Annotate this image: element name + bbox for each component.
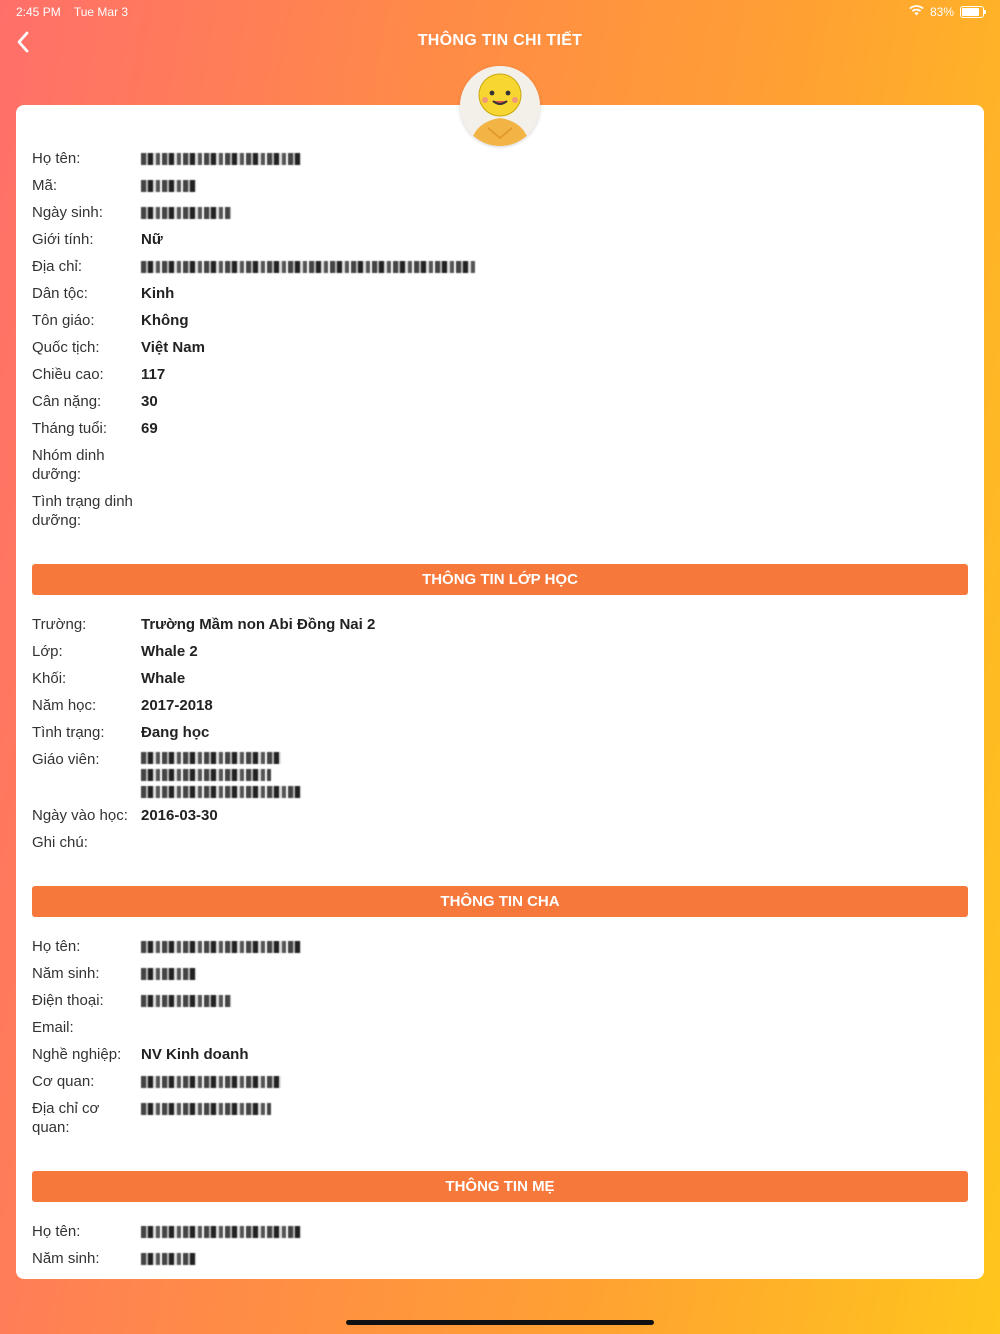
- info-row: [32, 991, 968, 1010]
- status-date: Tue Mar 3: [73, 5, 129, 19]
- info-value: Không: [141, 312, 189, 329]
- info-label: Quốc tịch:: [32, 339, 100, 356]
- info-row: [32, 230, 968, 249]
- info-value: [141, 1222, 968, 1241]
- info-value: Whale: [141, 670, 186, 687]
- info-row: [32, 446, 968, 484]
- info-value: [141, 1099, 968, 1137]
- redacted-value: [141, 180, 196, 192]
- info-value: Việt Nam: [141, 339, 205, 356]
- info-value: [141, 1072, 968, 1091]
- info-value: [141, 1249, 968, 1268]
- info-value: [141, 446, 968, 484]
- info-row: [32, 365, 968, 384]
- redacted-value: [141, 995, 231, 1007]
- info-row: [32, 419, 968, 438]
- info-row: [32, 1072, 968, 1091]
- info-value: [141, 492, 968, 530]
- redacted-value: [141, 153, 301, 165]
- mother-info: [32, 1222, 968, 1268]
- father-info: [32, 937, 968, 1137]
- info-row: [32, 284, 968, 303]
- page-title: THÔNG TIN CHI TIẾT: [417, 32, 583, 49]
- info-label: Nhóm dinh dưỡng:: [32, 447, 105, 483]
- info-value: [141, 750, 968, 798]
- info-row: [32, 669, 968, 688]
- info-row: [32, 723, 968, 742]
- info-row: [32, 937, 968, 956]
- home-indicator[interactable]: [346, 1320, 654, 1325]
- student-photo-icon: [460, 66, 540, 146]
- info-value: 2016-03-30: [141, 807, 218, 824]
- status-time: 2:45 PM: [16, 5, 61, 19]
- info-row: [32, 176, 968, 195]
- info-label: Điện thoại:: [32, 992, 104, 1009]
- info-row: [32, 311, 968, 330]
- redacted-value: [141, 968, 196, 980]
- info-value: [141, 964, 968, 983]
- info-value: 69: [141, 420, 158, 437]
- info-label: Ngày sinh:: [32, 204, 103, 221]
- redacted-value: [141, 752, 281, 764]
- battery-fill: [962, 8, 979, 16]
- info-label: Địa chỉ:: [32, 258, 83, 275]
- info-row: [32, 806, 968, 825]
- info-row: [32, 392, 968, 411]
- info-row: [32, 149, 968, 168]
- info-value: 2017-2018: [141, 697, 213, 714]
- info-value: [141, 203, 968, 222]
- battery-percent: 83%: [929, 5, 954, 19]
- info-value: [141, 149, 968, 168]
- info-label: Trường:: [32, 616, 87, 633]
- mother-info-header: THÔNG TIN MẸ: [32, 1171, 968, 1202]
- info-row: [32, 1045, 968, 1064]
- redacted-value: [141, 261, 476, 273]
- navigation-bar: [0, 24, 1000, 60]
- info-row: [32, 750, 968, 798]
- info-row: [32, 964, 968, 983]
- redacted-value: [141, 941, 301, 953]
- detail-card: [16, 105, 984, 1279]
- info-label: Ghi chú:: [32, 834, 88, 851]
- info-row: [32, 833, 968, 852]
- redacted-value: [141, 1226, 301, 1238]
- student-info: [32, 149, 968, 530]
- info-label: Tháng tuổi:: [32, 420, 108, 437]
- info-label: Tình trạng dinh dưỡng:: [32, 493, 133, 529]
- info-value: NV Kinh doanh: [141, 1046, 249, 1063]
- info-value: 30: [141, 393, 158, 410]
- info-value: Đang học: [141, 724, 210, 741]
- info-value: Whale 2: [141, 643, 198, 660]
- info-label: Ngày vào học:: [32, 807, 128, 824]
- redacted-value: [141, 786, 301, 798]
- info-row: [32, 1249, 968, 1268]
- info-value: [141, 1018, 968, 1037]
- info-label: Nghề nghiệp:: [32, 1046, 122, 1063]
- info-value: [141, 176, 968, 195]
- info-value: [141, 991, 968, 1010]
- info-row: [32, 615, 968, 634]
- redacted-value: [141, 769, 271, 781]
- info-label: Lớp:: [32, 643, 63, 660]
- info-row: [32, 696, 968, 715]
- class-info-header: THÔNG TIN LỚP HỌC: [32, 564, 968, 595]
- info-label: Họ tên:: [32, 938, 81, 955]
- info-value: Nữ: [141, 231, 163, 248]
- info-label: Dân tộc:: [32, 285, 88, 302]
- info-label: Năm sinh:: [32, 1250, 100, 1267]
- info-label: Tôn giáo:: [32, 312, 95, 329]
- info-label: Tình trạng:: [32, 724, 105, 741]
- info-label: Địa chỉ cơ quan:: [32, 1100, 100, 1136]
- status-bar: [0, 0, 1000, 24]
- info-value: 117: [141, 366, 166, 383]
- info-value: [141, 833, 968, 852]
- info-label: Giáo viên:: [32, 751, 100, 768]
- father-info-header: THÔNG TIN CHA: [32, 886, 968, 917]
- info-label: Năm học:: [32, 697, 97, 714]
- info-label: Họ tên:: [32, 1223, 81, 1240]
- info-row: [32, 203, 968, 222]
- info-row: [32, 1018, 968, 1037]
- info-label: Cơ quan:: [32, 1073, 95, 1090]
- info-row: [32, 257, 968, 276]
- info-row: [32, 1099, 968, 1137]
- detail-content: [32, 149, 968, 1276]
- info-label: Chiều cao:: [32, 366, 104, 383]
- info-label: Khối:: [32, 670, 67, 687]
- info-value: Trường Mầm non Abi Đồng Nai 2: [141, 616, 376, 633]
- info-label: Email:: [32, 1019, 74, 1036]
- info-row: [32, 642, 968, 661]
- info-row: [32, 338, 968, 357]
- info-value: [141, 937, 968, 956]
- redacted-value: [141, 207, 231, 219]
- info-label: Họ tên:: [32, 150, 81, 167]
- info-value: Kinh: [141, 285, 175, 302]
- redacted-value: [141, 1076, 281, 1088]
- avatar[interactable]: [460, 66, 540, 146]
- info-label: Giới tính:: [32, 231, 94, 248]
- class-info: [32, 615, 968, 852]
- info-row: [32, 1222, 968, 1241]
- info-value: [141, 257, 968, 276]
- info-row: [32, 492, 968, 530]
- redacted-value: [141, 1103, 271, 1115]
- redacted-value: [141, 1253, 196, 1265]
- info-label: Cân nặng:: [32, 393, 102, 410]
- info-label: Năm sinh:: [32, 965, 100, 982]
- battery-icon: [960, 6, 984, 18]
- wifi-icon: [909, 5, 924, 19]
- info-label: Mã:: [32, 177, 58, 194]
